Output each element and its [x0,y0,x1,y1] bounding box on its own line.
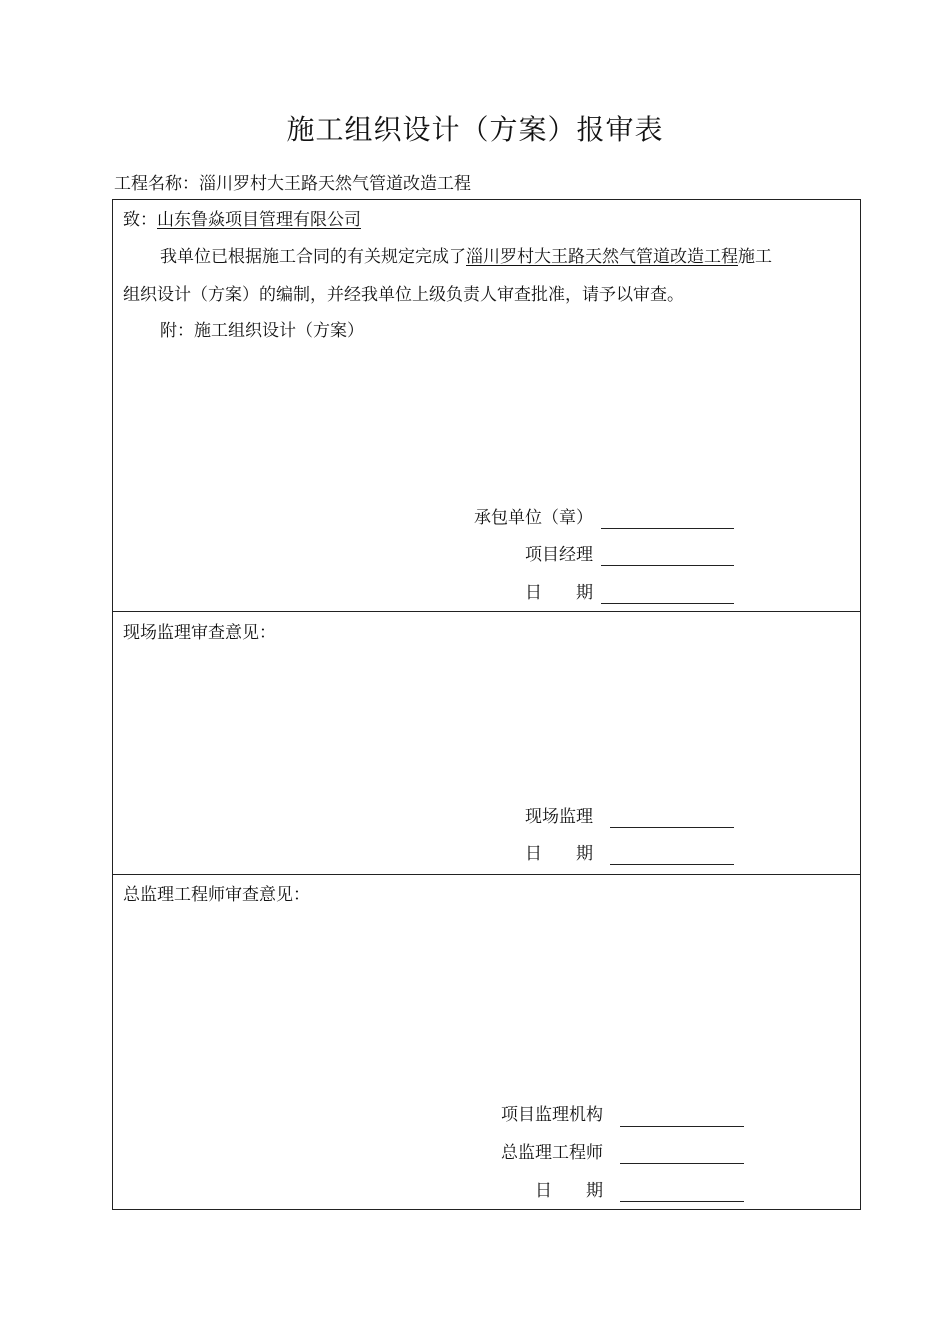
site-supervisor-date-label: 日 期 [525,844,593,864]
body-project-name: 淄川罗村大王路天然气管道改造工程 [466,247,738,267]
site-supervisor-heading: 现场监理审查意见： [123,623,276,643]
site-supervisor-label: 现场监理 [525,807,593,827]
chief-supervisor-date-field[interactable] [620,1201,744,1202]
site-supervisor-section [113,612,860,875]
supervision-org-label: 项目监理机构 [501,1105,603,1125]
project-name-line [114,169,471,194]
addressee-line [123,210,361,230]
site-supervisor-date-field[interactable] [610,864,734,865]
page-title: 施工组织设计（方案）报审表 [286,113,664,146]
chief-supervisor-label: 总监理工程师 [501,1143,603,1163]
project-label: 工程名称： [114,174,199,194]
chief-supervisor-section [113,875,860,1209]
body-line-1 [160,247,772,267]
to-name: 山东鲁焱项目管理有限公司 [157,210,361,230]
contractor-date-label: 日 期 [525,583,593,603]
review-form [112,199,861,1210]
attachment-line: 附：施工组织设计（方案） [160,321,364,341]
chief-supervisor-heading: 总监理工程师审查意见： [123,885,310,905]
to-label: 致： [123,210,157,230]
chief-supervisor-field[interactable] [620,1163,744,1164]
project-manager-field[interactable] [601,565,734,566]
contractor-seal-label: 承包单位（章） [474,508,593,528]
body-line-2: 组织设计（方案）的编制，并经我单位上级负责人审查批准，请予以审查。 [123,285,684,305]
site-supervisor-field[interactable] [610,827,734,828]
project-name: 淄川罗村大王路天然气管道改造工程 [199,174,471,194]
chief-supervisor-date-label: 日 期 [535,1181,603,1201]
supervision-org-field[interactable] [620,1126,744,1127]
body-text-1: 我单位已根据施工合同的有关规定完成了 [160,247,466,267]
project-manager-label: 项目经理 [525,545,593,565]
contractor-section [113,200,860,612]
contractor-date-field[interactable] [601,603,734,604]
contractor-seal-field[interactable] [601,528,734,529]
body-text-2: 施工 [738,247,772,267]
